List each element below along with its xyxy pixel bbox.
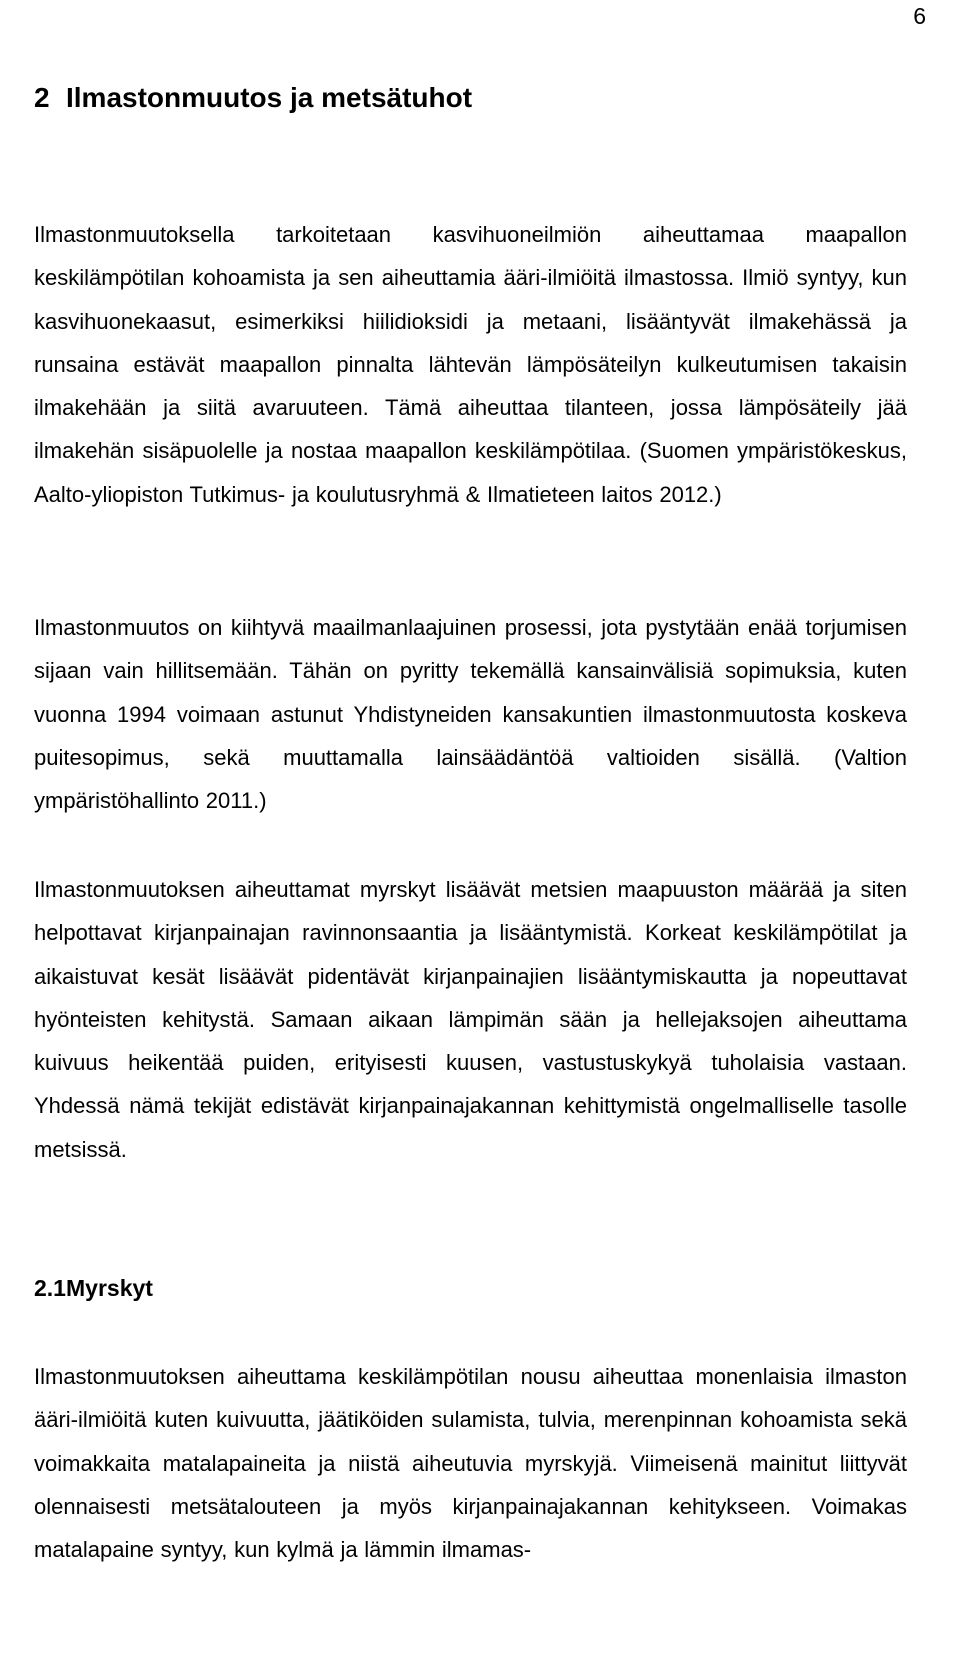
paragraph-mitigation-agreements: Ilmastonmuutos on kiihtyvä maailmanlaajuinen prosessi, jota pystytään enää torjumisen sijaan vain hillitsemään. Tähän on pyritty tekemällä kansainvälisiä sopimuksia, kuten vuonna 1994 voimaan astunut Yhdistyneiden kansakuntien ilmastonmuutosta koskeva puitesopimus, sekä muuttamalla lainsäädäntöä valtioiden sisällä. (Valtion ympäristöhallinto 2011.) xyxy=(34,615,907,814)
section-title: Ilmastonmuutos ja metsätuhot xyxy=(66,82,473,113)
paragraph-climate-change-definition: Ilmastonmuutoksella tarkoitetaan kasvihuoneilmiön aiheuttamaa maapallon keskilämpötilan kohoamista ja sen aiheuttamia ääri-ilmiöitä ilmastossa. Ilmiö syntyy, kun kasvihuonekaasut, esimerkiksi hiilidioksidi ja metaani, lisääntyvät ilmakehässä ja runsaina estävät maapallon pinnalta lähtevän lämpösäteilyn kulkeutumisen takaisin ilmakehään ja siitä avaruuteen. Tämä aiheuttaa tilanteen, jossa lämpösäteily jää ilmakehän sisäpuolelle ja nostaa maapallon keskilämpötilaa. (Suomen ympäristökeskus, Aalto-yliopiston Tutkimus- ja koulutusryhmä & Ilmatieteen laitos 2012.) xyxy=(34,222,907,507)
subsection-number: 2.1 xyxy=(34,1275,66,1301)
paragraph-storms: Ilmastonmuutoksen aiheuttama keskilämpötilan nousu aiheuttaa monenlaisia ilmaston ääri-ilmiöitä kuten kuivuutta, jäätiköiden sulamista, tulvia, merenpinnan kohoamista sekä voimakkaita matalapaineita ja niistä aiheutuvia myrskyjä. Viimeisenä mainitut liittyvät olennaisesti metsätalouteen ja myös kirjanpainajakannan kehitykseen. Voimakas matalapaine syntyy, kun kylmä ja lämmin ilmamas- xyxy=(34,1364,907,1563)
paragraph-bark-beetle-effects: Ilmastonmuutoksen aiheuttamat myrskyt lisäävät metsien maapuuston määrää ja siten helpottavat kirjanpainajan ravinnonsaantia ja lisääntymistä. Korkeat keskilämpötilat ja aikaistuvat kesät lisäävät pidentävät kirjanpainajien lisääntymiskautta ja nopeuttavat hyönteisten kehitystä. Samaan aikaan lämpimän sään ja hellejaksojen aiheuttama kuivuus heikentää puiden, erityisesti kuusen, vastustuskykyä tuholaisia vastaan. Yhdessä nämä tekijät edistävät kirjanpainajakannan kehittymistä ongelmalliselle tasolle metsissä. xyxy=(34,877,907,1162)
subsection-heading xyxy=(34,1271,153,1305)
section-number: 2 xyxy=(34,82,50,113)
subsection-title: Myrskyt xyxy=(66,1275,153,1301)
page-number: 6 xyxy=(913,3,926,29)
section-heading xyxy=(34,78,472,118)
